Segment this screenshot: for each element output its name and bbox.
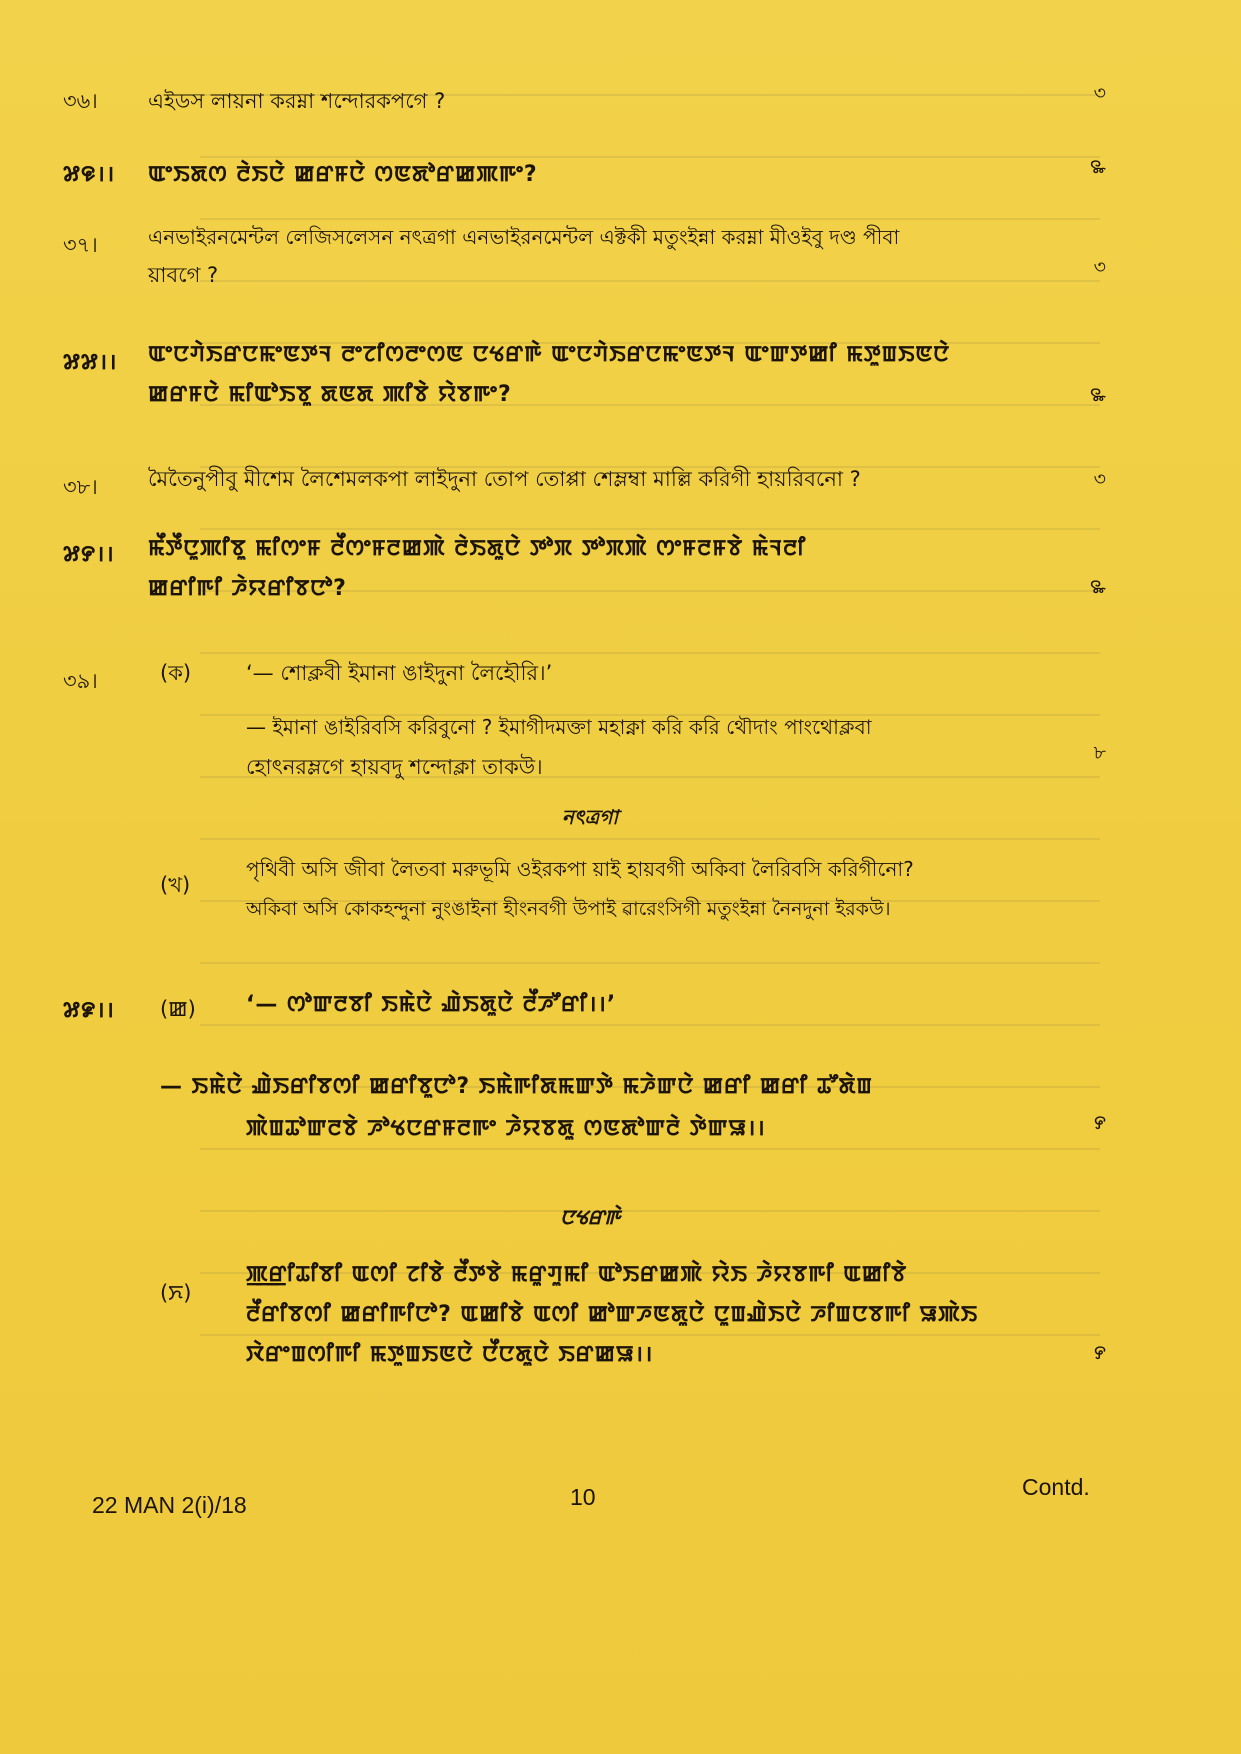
question-text-line-1: ꯑꯦꯅꯚꯥꯏꯔꯅꯃꯦꯟꯇꯜ ꯂꯦꯖꯤꯁꯂꯦꯁꯟ ꯅꯠꯔꯒꯥ ꯑꯦꯅꯚꯥꯏꯔꯅꯃꯦꯟꯇꯜ ꯑꯦꯛꯇꯀꯤ ꯃꯇꯨꯡꯏꯟꯅꯥ [148, 342, 950, 367]
question-36-bengali [0, 84, 1241, 120]
option-c-line-2: ꯄꯥꯡꯊꯣꯛꯂꯕꯥ ꯍꯣꯠꯅꯔꯝꯂꯒꯦ ꯍꯥꯌꯕꯗꯨ ꯁꯟꯗꯣꯛꯂꯥ ꯇꯥꯛꯎ।। [246, 1116, 766, 1141]
marks: ৮ [1093, 742, 1106, 764]
option-d-line-2: ꯂꯩꯔꯤꯕꯁꯤ ꯀꯔꯤꯒꯤꯅꯣ? ꯑꯀꯤꯕꯥ ꯑꯁꯤ ꯀꯣꯛꯍꯟꯗꯨꯅꯥ ꯅꯨꯡꯉꯥꯏꯅꯥ ꯍꯤꯡꯅꯕꯒꯤ ꯎꯄꯥꯏ [246, 1302, 979, 1327]
question-number: ꯷꯹।। [63, 998, 115, 1023]
question-number: ৩৬। [63, 89, 98, 113]
marks: ꯳ [1090, 384, 1106, 406]
question-text: ꯑꯦꯏꯗꯁ ꯂꯥꯏꯅꯥ ꯀꯔꯝꯅꯥ ꯁꯟꯗꯣꯔꯀꯄꯒꯦ? [148, 162, 538, 187]
marks: ꯳ [1090, 156, 1106, 178]
option-b-line-2: অকিবা অসি কোকহন্দুনা নুংঙাইনা হীংনবগী উপাই ৱারেংসিগী মতুংইন্না নৈনদুনা ইরকউ। [246, 898, 891, 920]
marks: ꯳ [1090, 576, 1106, 598]
marks: ৩ [1093, 82, 1106, 104]
marks: ꯸ [1093, 1112, 1106, 1134]
marks: ꯸ [1093, 1342, 1106, 1364]
question-39-bengali [0, 656, 1241, 976]
question-number: ꯷꯶।। [63, 162, 116, 187]
question-38-bengali [0, 462, 1241, 498]
option-b-line-1: পৃথিবী অসি জীবা লৈতবা মরুভূমি ওইরকপা য়াই হায়বগী অকিবা লৈরিবসি করিগীনো? [246, 857, 914, 881]
question-39-meitei [0, 988, 1241, 1408]
marks: ৩ [1093, 468, 1106, 490]
page-number: 10 [570, 1484, 596, 1510]
question-37-meitei [0, 338, 1241, 418]
question-text: মৈতৈনুপীবু মীশেম লৈশেমলকপা লাইদুনা তোপ তোপ্পা শেম্লম্বা মাল্লি করিগী হায়রিবনো ? [148, 467, 861, 491]
option-c-line-1: — ꯏꯃꯥꯅꯥ ꯉꯥꯏꯔꯤꯕꯁꯤ ꯀꯔꯤꯕꯨꯅꯣ? ꯏꯃꯥꯒꯤꯗꯃꯛꯇꯥ ꯃꯍꯥꯛꯅꯥ ꯀꯔꯤ ꯀꯔꯤ ꯊꯧꯗꯥꯡ [160, 1074, 873, 1099]
question-text-line-2: ꯀꯔꯤꯒꯤ ꯍꯥꯌꯔꯤꯕꯅꯣ? [148, 576, 347, 601]
option-c-quote: ‘— ꯁꯣꯛꯂꯕꯤ ꯏꯃꯥꯅꯥ ꯉꯥꯏꯗꯨꯅꯥ ꯂꯩꯍꯧꯔꯤ।।’ [246, 992, 617, 1017]
question-text-line-1: এনভাইরনমেন্টল লেজিসলেসন নৎত্রগা এনভাইরনমেন্টল এক্টকী মতুংইন্না করম্না মীওইবু দণ্ড পীবা [148, 225, 900, 249]
question-number: ৩৮। [63, 475, 98, 499]
option-b-label: (খ) [160, 873, 191, 897]
option-d-line-1: ꯄ꯭ꯔꯤꯊꯤꯕꯤ ꯑꯁꯤ ꯖꯤꯕꯥ ꯂꯩꯇꯕꯥ ꯃꯔꯨꯚꯨꯃꯤ ꯑꯣꯏꯔꯀꯄꯥ ꯌꯥꯏ ꯍꯥꯌꯕꯒꯤ ꯑꯀꯤꯕꯥ [246, 1262, 908, 1287]
question-text: এইডস লায়না করম্না শন্দোরকপগে ? [148, 89, 446, 113]
option-a-quote: ‘— শোক্লবী ইমানা ঙাইদুনা লৈহৌরি।’ [246, 661, 553, 685]
or-separator: নৎত্রগা [561, 805, 619, 829]
question-text-line-1: ꯃꯩꯇꯩꯅꯨꯄꯤꯕꯨ ꯃꯤꯁꯦꯝ ꯂꯩꯁꯦꯝꯂꯀꯄꯥ ꯂꯥꯏꯗꯨꯅꯥ ꯇꯣꯞ ꯇꯣꯞꯄꯥ ꯁꯦꯝꯂꯝꯕꯥ ꯃꯥꯜꯂꯤ [148, 536, 807, 561]
option-c-label: (ꯀ) [160, 997, 196, 1021]
question-38-meitei [0, 532, 1241, 612]
exam-code: 22 MAN 2(i)/18 [92, 1492, 247, 1518]
option-d-label: (ꯈ) [160, 1281, 192, 1305]
option-d-line-3: ꯋꯥꯔꯦꯡꯁꯤꯒꯤ ꯃꯇꯨꯡꯏꯟꯅꯥ ꯅꯩꯅꯗꯨꯅꯥ ꯏꯔꯀꯎ।। [246, 1342, 654, 1367]
question-36-meitei [0, 158, 1241, 194]
question-37-bengali [0, 220, 1241, 300]
option-a-line-2: হোৎনরম্লগে হায়বদু শন্দোক্লা তাকউ। [246, 755, 543, 779]
option-a-label: (ক) [160, 661, 192, 685]
question-number: ৩৯। [63, 669, 98, 693]
question-number: ꯷꯷।। [63, 350, 118, 375]
continued-label: Contd. [1022, 1474, 1090, 1500]
question-text-line-2: ꯀꯔꯝꯅꯥ ꯃꯤꯑꯣꯏꯕꯨ ꯗꯟꯗ ꯄꯤꯕꯥ ꯌꯥꯕꯒꯦ? [148, 382, 512, 407]
or-separator: ꯅꯠꯔꯒꯥ [560, 1205, 620, 1229]
marks: ৩ [1093, 256, 1106, 278]
question-number: ꯷꯸।। [63, 542, 115, 567]
option-a-line-1: — ইমানা ঙাইরিবসি করিবুনো ? ইমাগীদমক্তা মহাক্না করি করি থৌদাং পাংথোক্লবা [246, 715, 872, 739]
question-text-line-2: য়াবগে ? [148, 263, 219, 287]
question-number: ৩৭। [63, 233, 98, 257]
